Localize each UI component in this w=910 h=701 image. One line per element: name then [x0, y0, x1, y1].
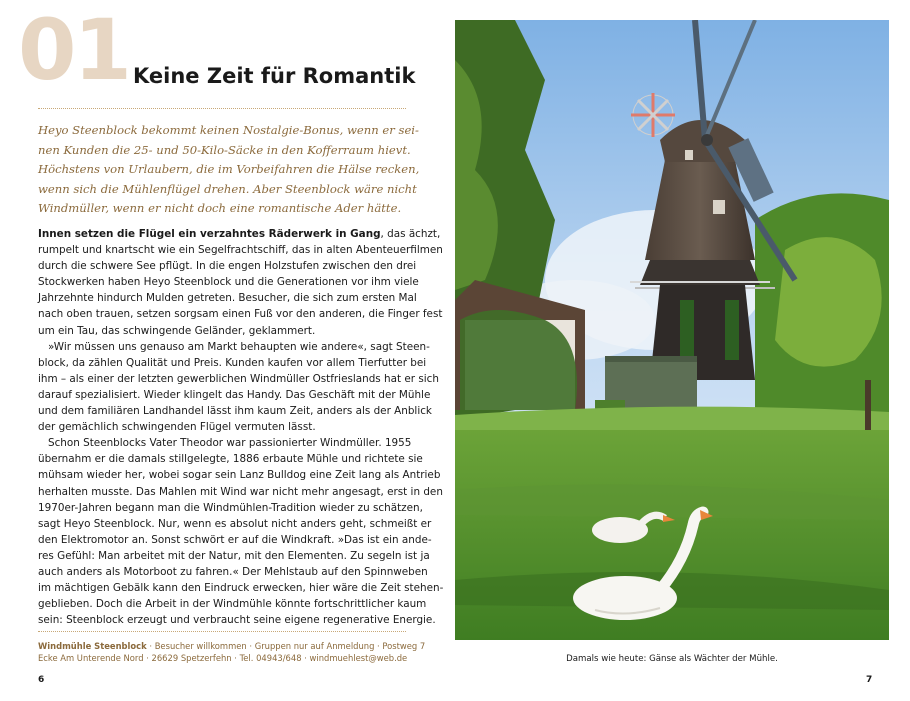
chapter-title: Keine Zeit für Romantik — [133, 64, 416, 88]
body-line: darauf spezialisiert. Wieder klingelt das Handy. Das Geschäft mit der Mühle — [38, 388, 431, 401]
page-number-right: 7 — [866, 675, 873, 685]
body-line: ihm – als einer der letzten gewerblichen Windmüller Ostfrieslands hat er sich — [38, 372, 439, 385]
body-line: den Elektromotor an. Sonst schwört er auf die Windkraft. »Das ist ein ande- — [38, 533, 432, 546]
info-line: Ecke Am Unterende Nord · 26629 Spetzerfehn · Tel. 04943/648 · windmuehlest@web.de — [38, 653, 408, 663]
body-line: Stockwerken haben Heyo Steenblock und die Generationen vor ihm viele — [38, 276, 419, 289]
intro-line: Windmüller, wenn er nicht doch eine romantische Ader hätte. — [38, 201, 402, 215]
info-line — [38, 640, 426, 652]
info-name: Windmühle Steenblock — [38, 641, 147, 651]
body-text — [38, 226, 444, 628]
body-line: Schon Steenblocks Vater Theodor war passionierter Windmüller. 1955 — [48, 437, 412, 450]
body-line: und dem familiären Landhandel lässt ihm kaum Zeit, anders als der Anblick — [38, 405, 432, 418]
chapter-number: 01 — [18, 1, 129, 99]
body-line: übernahm er die damals stillgelegte, 1886 erbaute Mühle und richtete sie — [38, 453, 423, 466]
body-line: »Wir müssen uns genauso am Markt behaupten wie andere«, sagt Steen- — [48, 340, 430, 353]
body-line: sein: Steenblock erzeugt und verbraucht seine eigene regenerative Energie. — [38, 614, 436, 627]
body-line: block, da zählen Qualität und Preis. Kunden kaufen vor allem Tierfutter bei — [38, 356, 427, 369]
body-line: 1970er-Jahren begann man die Windmühlen-Tradition wieder zu schätzen, — [38, 501, 423, 514]
body-line: rumpelt und knartscht wie ein Segelfrachtschiff, das in alten Abenteuerfilmen — [38, 244, 443, 257]
body-line: auch anders als Motorboot zu fahren.« Der Mehlstaub auf den Spinnweben — [38, 565, 428, 578]
body-line: mühsam wieder her, wobei sogar sein Lanz Bulldog eine Zeit lang als Antrieb — [38, 469, 441, 482]
body-line: res Gefühl: Man arbeitet mit der Natur, mit den Elementen. Zu segeln ist ja — [38, 549, 430, 562]
body-lead-rest: , das ächzt, — [380, 228, 441, 240]
page-number-left: 6 — [38, 675, 45, 685]
info-details: · Besucher willkommen · Gruppen nur auf Anmeldung · Postweg 7 — [146, 641, 426, 651]
body-line: im mächtigen Gebälk kann den Eindruck erwecken, hier wäre die Zeit stehen- — [38, 582, 444, 595]
intro-line: wenn sich die Mühlenflügel drehen. Aber Steenblock wäre nicht — [38, 181, 417, 196]
body-line: um ein Tau, das schwingende Geländer, geklammert. — [38, 324, 316, 337]
body-line: Jahrzehnte hindurch Mulden getreten. Besucher, die sich zum ersten Mal — [38, 292, 417, 305]
windmill-photo — [455, 20, 889, 640]
body-line: sagt Heyo Steenblock. Nur, wenn es absolut nicht anders geht, schmeißt er — [38, 517, 432, 530]
body-line — [38, 226, 441, 242]
info-box — [38, 640, 426, 664]
body-line: nach oben trauen, setzen sorgsam einen Fuß vor den anderen, die Finger fest — [38, 308, 443, 321]
body-line: durch die schwere See pflügt. In die engen Holzstufen zwischen den drei — [38, 260, 417, 273]
body-line: herhalten musste. Das Mahlen mit Wind war nicht mehr angesagt, erst in den — [38, 485, 443, 498]
intro-paragraph — [38, 121, 420, 219]
photo-caption: Damals wie heute: Gänse als Wächter der Mühle. — [566, 654, 778, 664]
intro-line: Höchstens von Urlaubern, die im Vorbeifahren die Hälse recken, — [38, 162, 420, 176]
body-line: geblieben. Doch die Arbeit in der Windmühle könnte fortschrittlicher kaum — [38, 598, 427, 611]
top-divider — [38, 108, 406, 109]
body-line: der gemächlich schwingenden Flügel vermuten lässt. — [38, 421, 316, 434]
intro-line: nen Kunden die 25- und 50-Kilo-Säcke in den Kofferraum hievt. — [38, 142, 411, 157]
intro-line: Heyo Steenblock bekommt keinen Nostalgie-Bonus, wenn er sei- — [38, 123, 419, 137]
bottom-divider — [38, 631, 406, 632]
body-lead: Innen setzen die Flügel ein verzahntes Räderwerk in Gang — [38, 228, 381, 240]
